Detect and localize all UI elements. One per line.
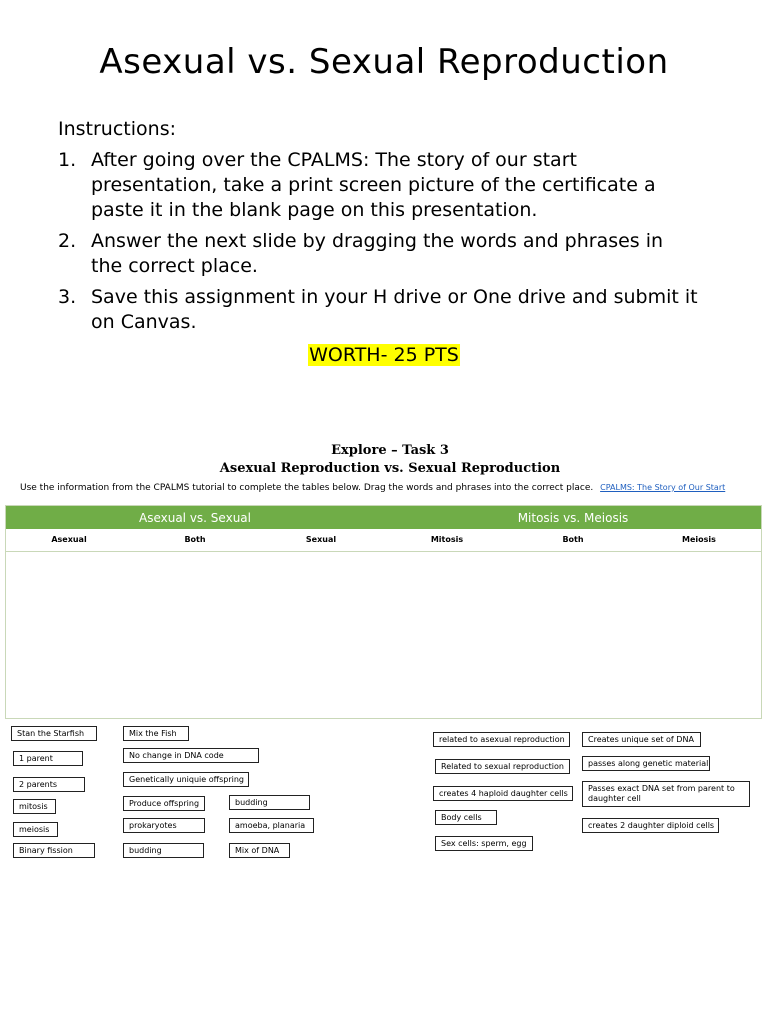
word-card[interactable]: creates 2 daughter diploid cells	[582, 818, 719, 833]
worksheet-instruction	[20, 483, 725, 493]
word-card[interactable]: meiosis	[13, 822, 58, 837]
instruction-steps	[58, 148, 698, 341]
word-card[interactable]: budding	[123, 843, 204, 858]
word-card[interactable]: Genetically uniquie offspring	[123, 772, 249, 787]
worth-label: WORTH- 25 PTS	[309, 344, 459, 366]
section-asexual-vs-sexual: Asexual vs. Sexual	[138, 511, 251, 525]
word-card[interactable]: Mix of DNA	[229, 843, 290, 858]
step-number: 1.	[58, 149, 77, 171]
word-card[interactable]: budding	[229, 795, 310, 810]
word-card[interactable]: amoeba, planaria	[229, 818, 314, 833]
table-header	[6, 506, 761, 529]
column-both: Both	[562, 535, 584, 544]
column-asexual: Asexual	[51, 535, 87, 544]
word-card[interactable]: Stan the Starfish	[11, 726, 97, 741]
word-card[interactable]: prokaryotes	[123, 818, 205, 833]
column-both: Both	[184, 535, 206, 544]
cpalms-link[interactable]: CPALMS: The Story of Our Start	[600, 483, 726, 492]
word-card[interactable]: Body cells	[435, 810, 497, 825]
word-card[interactable]: Sex cells: sperm, egg	[435, 836, 533, 851]
word-card[interactable]: Produce offspring	[123, 796, 205, 811]
word-card[interactable]: Creates unique set of DNA	[582, 732, 701, 747]
sorting-table[interactable]	[5, 505, 762, 719]
step-text: Save this assignment in your H drive or One drive and submit it on Canvas.	[91, 286, 698, 333]
word-card[interactable]: No change in DNA code	[123, 748, 259, 763]
column-meiosis: Meiosis	[682, 535, 716, 544]
word-card[interactable]: creates 4 haploid daughter cells	[433, 786, 573, 801]
step-text: After going over the CPALMS: The story of our start presentation, take a print screen picture of the certificate a paste it in the blank page on this presentation.	[91, 149, 656, 221]
word-card[interactable]: passes along genetic material	[582, 756, 710, 771]
column-headers	[6, 529, 761, 552]
step-text: Answer the next slide by dragging the words and phrases in the correct place.	[91, 230, 664, 277]
step-1	[58, 148, 698, 223]
word-card[interactable]: 2 parents	[13, 777, 85, 792]
instructions-heading: Instructions:	[58, 118, 176, 140]
word-card[interactable]: Binary fission	[13, 843, 95, 858]
word-card[interactable]: related to asexual reproduction	[433, 732, 570, 747]
word-card[interactable]: Passes exact DNA set from parent to daughter cell	[582, 781, 750, 807]
worksheet-instruction-text: Use the information from the CPALMS tutorial to complete the tables below. Drag the words and phrases into the correct place.	[20, 483, 594, 493]
step-3	[58, 285, 698, 335]
word-card[interactable]: mitosis	[13, 799, 56, 814]
worth-points	[0, 344, 768, 366]
step-2	[58, 229, 698, 279]
task-title: Explore – Task 3	[331, 443, 449, 458]
word-card[interactable]: Related to sexual reproduction	[435, 759, 570, 774]
step-number: 2.	[58, 230, 77, 252]
step-number: 3.	[58, 286, 77, 308]
column-sexual: Sexual	[305, 535, 337, 544]
word-card[interactable]: Mix the Fish	[123, 726, 189, 741]
task-subtitle: Asexual Reproduction vs. Sexual Reproduction	[219, 461, 561, 476]
word-card[interactable]: 1 parent	[13, 751, 83, 766]
section-mitosis-vs-meiosis: Mitosis vs. Meiosis	[517, 511, 629, 525]
column-mitosis: Mitosis	[430, 535, 464, 544]
page-title: Asexual vs. Sexual Reproduction	[99, 42, 669, 82]
